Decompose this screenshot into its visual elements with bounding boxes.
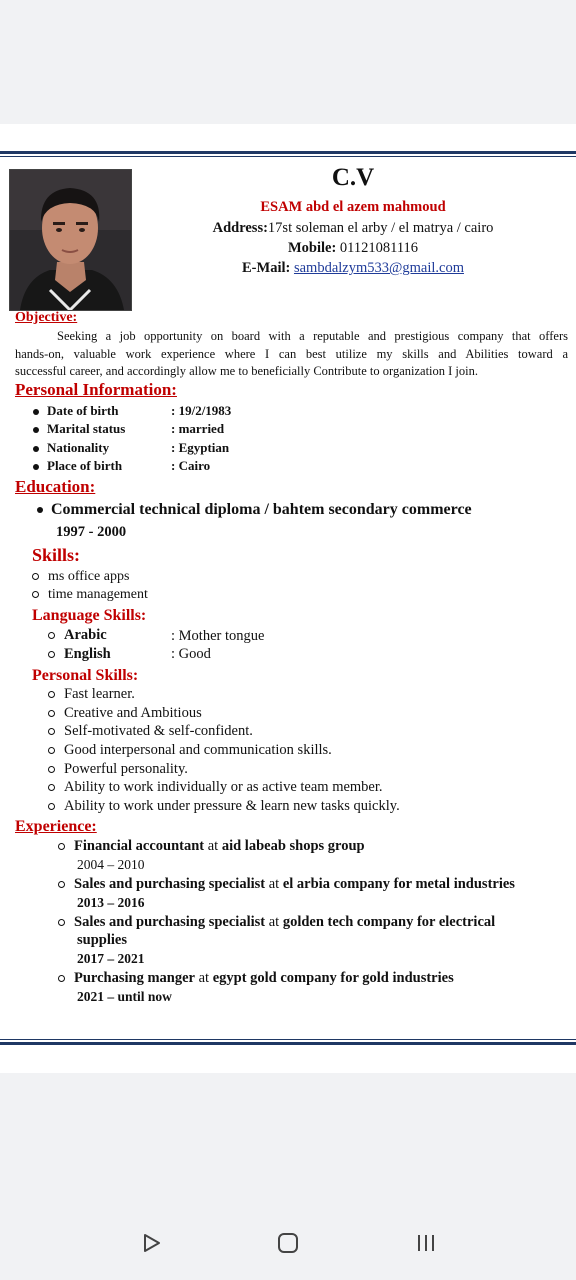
language-skills-heading: Language Skills:	[32, 607, 147, 624]
education-heading: Education:	[15, 477, 96, 496]
objective-line-1: Seeking a job opportunity on board with a reputable and prestigious company that offers	[57, 329, 568, 343]
bullet-icon	[37, 507, 43, 513]
education-years: 1997 - 2000	[56, 524, 127, 540]
mobile-line	[130, 240, 576, 257]
circle-bullet-icon	[48, 710, 55, 717]
skill-item: ms office apps	[32, 569, 129, 585]
marital-label: Marital status	[47, 421, 126, 436]
address-label: Address:	[212, 220, 268, 236]
profile-photo	[9, 169, 132, 311]
objective-heading: Objective:	[15, 310, 78, 325]
nationality-label: Nationality	[47, 440, 110, 455]
cv-document	[0, 124, 576, 1073]
candidate-name: ESAM abd el azem mahmoud	[260, 199, 446, 215]
nationality-row	[33, 440, 109, 456]
circle-bullet-icon	[48, 784, 55, 791]
circle-bullet-icon	[48, 803, 55, 810]
personal-skill-item: Powerful personality.	[48, 761, 188, 778]
experience-company-line2: supplies	[77, 932, 127, 948]
experience-years: 2004 – 2010	[77, 857, 145, 872]
skill-item: time management	[32, 587, 148, 603]
personal-skill-item: Creative and Ambitious	[48, 705, 202, 722]
circle-bullet-icon	[48, 728, 55, 735]
circle-bullet-icon	[48, 747, 55, 754]
personal-skills-heading: Personal Skills:	[32, 667, 139, 684]
experience-years: 2021 – until now	[77, 989, 172, 1004]
education-degree: Commercial technical diploma / bahtem secondary commerce	[37, 501, 472, 519]
personal-info-heading: Personal Information:	[15, 380, 177, 399]
objective-line-2: hands-on, valuable work experience where I can best utilize my skills and Abilities toward a	[15, 346, 568, 361]
circle-bullet-icon	[58, 975, 65, 982]
personal-skill-item: Ability to work under pressure & learn new tasks quickly.	[48, 798, 400, 815]
dob-value: : 19/2/1983	[171, 403, 232, 418]
system-nav-bar	[0, 1200, 576, 1280]
language-item: Arabic	[48, 627, 107, 644]
back-icon[interactable]	[141, 1232, 163, 1259]
circle-bullet-icon	[32, 573, 39, 580]
circle-bullet-icon	[48, 766, 55, 773]
experience-item: Sales and purchasing specialist at golden tech company for electrical	[58, 914, 495, 931]
dob-row	[33, 403, 119, 419]
address-line	[130, 220, 576, 237]
experience-years: 2017 – 2021	[77, 951, 145, 966]
mobile-label: Mobile:	[287, 240, 337, 256]
circle-bullet-icon	[32, 591, 39, 598]
marital-value: : married	[171, 421, 225, 436]
pob-row	[33, 458, 122, 474]
personal-skill-item: Ability to work individually or as active team member.	[48, 779, 383, 796]
dob-label: Date of birth	[47, 403, 119, 418]
language-item: English	[48, 646, 111, 663]
circle-bullet-icon	[48, 651, 55, 658]
bullet-icon	[33, 464, 39, 470]
home-icon[interactable]	[277, 1232, 299, 1259]
objective-text	[15, 328, 568, 381]
experience-heading: Experience:	[15, 818, 97, 835]
circle-bullet-icon	[58, 843, 65, 850]
circle-bullet-icon	[58, 881, 65, 888]
address-value: 17st soleman el arby / el matrya / cairo	[267, 220, 494, 236]
recents-icon[interactable]	[415, 1232, 437, 1259]
bullet-icon	[33, 427, 39, 433]
pob-label: Place of birth	[47, 458, 123, 473]
personal-skill-item: Self-motivated & self-confident.	[48, 723, 253, 740]
personal-skill-item: Good interpersonal and communication skills.	[48, 742, 332, 759]
experience-item: Purchasing manger at egypt gold company for gold industries	[58, 970, 454, 987]
experience-item: Financial accountant at aid labeab shops group	[58, 838, 365, 855]
circle-bullet-icon	[58, 919, 65, 926]
email-label: E-Mail:	[242, 260, 291, 276]
email-line	[130, 260, 576, 277]
experience-item: Sales and purchasing specialist at el arbia company for metal industries	[58, 876, 515, 893]
experience-years: 2013 – 2016	[77, 895, 145, 910]
email-link[interactable]: sambdalzym533@gmail.com	[293, 260, 464, 276]
marital-row	[33, 421, 125, 437]
bullet-icon	[33, 446, 39, 452]
objective-line-3: successful career, and accordingly allow me to beneficially Contribute to organization I join.	[15, 364, 479, 378]
cv-title: C.V	[331, 164, 375, 191]
circle-bullet-icon	[48, 632, 55, 639]
nationality-value: : Egyptian	[171, 440, 230, 455]
mobile-value: 01121081116	[336, 240, 419, 256]
language-level: : Good	[171, 646, 211, 662]
circle-bullet-icon	[48, 691, 55, 698]
bullet-icon	[33, 409, 39, 415]
personal-skill-item: Fast learner.	[48, 686, 135, 703]
language-level: : Mother tongue	[171, 628, 265, 644]
pob-value: : Cairo	[171, 458, 211, 473]
top-rule	[0, 151, 576, 157]
skills-heading: Skills:	[32, 545, 81, 565]
bottom-rule	[0, 1039, 576, 1045]
